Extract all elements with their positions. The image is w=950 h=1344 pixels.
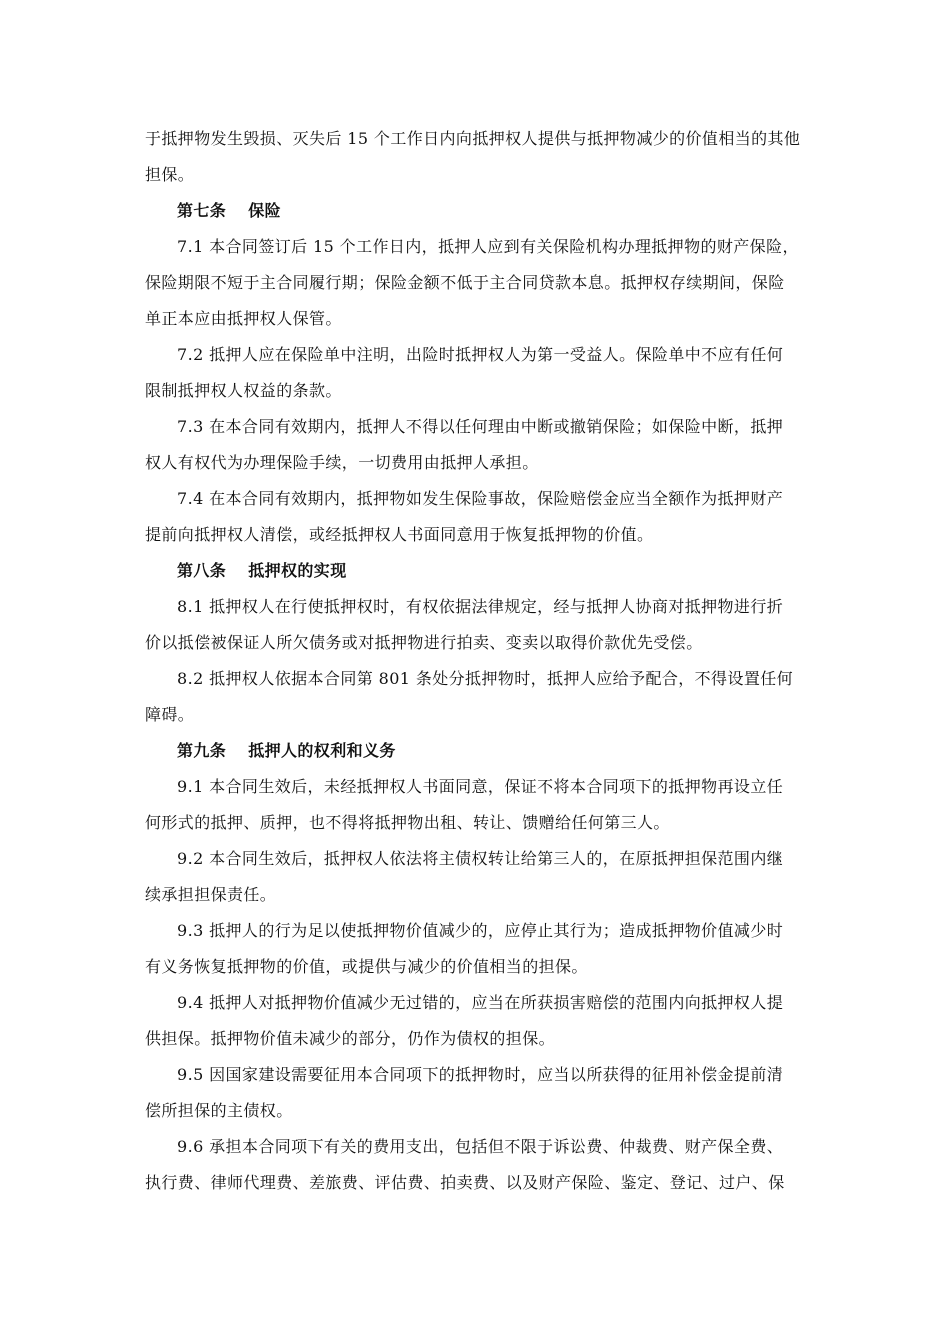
article-title: 抵押人的权利和义务 (248, 741, 396, 760)
article-number: 第九条 (177, 741, 227, 760)
article-number: 第七条 (177, 201, 227, 220)
paragraph-line: 7.3 在本合同有效期内，抵押人不得以任何理由中断或撤销保险；如保险中断，抵押 (177, 417, 784, 436)
paragraph-line: 7.1 本合同签订后 15 个工作日内，抵押人应到有关保险机构办理抵押物的财产保险， (177, 237, 799, 256)
article-number: 第八条 (177, 561, 227, 580)
paragraph-line: 9.5 因国家建设需要征用本合同项下的抵押物时，应当以所获得的征用补偿金提前清 (177, 1065, 784, 1084)
paragraph-line: 7.2 抵押人应在保险单中注明，出险时抵押权人为第一受益人。保险单中不应有任何 (177, 345, 784, 364)
paragraph-line: 担保。 (145, 165, 195, 184)
paragraph-line: 偿所担保的主债权。 (145, 1101, 293, 1120)
paragraph-line: 单正本应由抵押权人保管。 (145, 309, 342, 328)
article-9-heading (177, 741, 810, 761)
paragraph-line: 7.4 在本合同有效期内，抵押物如发生保险事故，保险赔偿金应当全额作为抵押财产 (177, 489, 784, 508)
paragraph-line: 限制抵押权人权益的条款。 (145, 381, 342, 400)
paragraph-line: 价以抵偿被保证人所欠债务或对抵押物进行拍卖、变卖以取得价款优先受偿。 (145, 633, 703, 652)
paragraph-line: 9.3 抵押人的行为足以使抵押物价值减少的，应停止其行为；造成抵押物价值减少时 (177, 921, 784, 940)
paragraph-line: 权人有权代为办理保险手续，一切费用由抵押人承担。 (145, 453, 539, 472)
paragraph-line: 执行费、律师代理费、差旅费、评估费、拍卖费、以及财产保险、鉴定、登记、过户、保 (145, 1173, 785, 1192)
article-7-heading (177, 201, 810, 221)
paragraph-line: 有义务恢复抵押物的价值，或提供与减少的价值相当的担保。 (145, 957, 588, 976)
paragraph-line: 9.4 抵押人对抵押物价值减少无过错的，应当在所获损害赔偿的范围内向抵押权人提 (177, 993, 784, 1012)
article-title: 保险 (248, 201, 282, 220)
paragraph-line: 何形式的抵押、质押，也不得将抵押物出租、转让、馈赠给任何第三人。 (145, 813, 670, 832)
paragraph-line: 保险期限不短于主合同履行期；保险金额不低于主合同贷款本息。抵押权存续期间，保险 (145, 273, 785, 292)
paragraph-line: 供担保。抵押物价值未减少的部分，仍作为债权的担保。 (145, 1029, 556, 1048)
paragraph-line: 9.6 承担本合同项下有关的费用支出，包括但不限于诉讼费、仲裁费、财产保全费、 (177, 1137, 784, 1156)
paragraph-line: 续承担担保责任。 (145, 885, 277, 904)
paragraph-line: 8.1 抵押权人在行使抵押权时，有权依据法律规定，经与抵押人协商对抵押物进行折 (177, 597, 784, 616)
paragraph-line: 8.2 抵押权人依据本合同第 801 条处分抵押物时，抵押人应给予配合，不得设置任何 (177, 669, 794, 688)
paragraph-line: 于抵押物发生毁损、灭失后 15 个工作日内向抵押权人提供与抵押物减少的价值相当的其他 (145, 129, 801, 148)
paragraph-line: 9.1 本合同生效后，未经抵押权人书面同意，保证不将本合同项下的抵押物再设立任 (177, 777, 784, 796)
paragraph-line: 障碍。 (145, 705, 195, 724)
paragraph-line: 提前向抵押权人清偿，或经抵押权人书面同意用于恢复抵押物的价值。 (145, 525, 654, 544)
paragraph-line: 9.2 本合同生效后，抵押权人依法将主债权转让给第三人的，在原抵押担保范围内继 (177, 849, 784, 868)
article-8-heading (177, 561, 810, 581)
article-title: 抵押权的实现 (248, 561, 347, 580)
